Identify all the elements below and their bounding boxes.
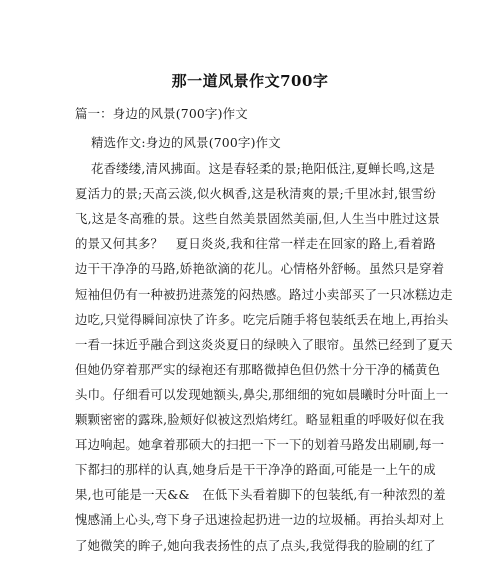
body-line: 边干干净净的马路,娇艳欲滴的花儿。心情格外舒畅。虽然只是穿着	[75, 261, 445, 277]
body-line: 颗颗密密的露珠,脸颊好似被这烈焰烤红。略显粗重的呼吸好似在我	[75, 412, 445, 427]
body-line: 果,也可能是一天&& 在低下头看着脚下的包装纸,有一种浓烈的羞	[75, 487, 446, 503]
body-line: 了她微笑的眸子,她向我表扬性的点了点头,我觉得我的脸刷的红了	[75, 537, 436, 553]
body-line: 一看一抹近乎融合到这炎炎夏日的绿映入了眼帘。虽然已经到了夏天	[75, 336, 453, 352]
body-line: 头巾。仔细看可以发现她额头,鼻尖,那细细的宛如晨曦时分叶面上一	[75, 386, 449, 402]
body-line: 短袖但仍有一种被扔进蒸笼的闷热感。路过小卖部买了一只冰糕边走	[75, 286, 453, 302]
body-line: 但她仍穿着那严实的绿袍还有那略微掉色但仍然十分干净的橘黄色	[75, 361, 441, 377]
body-line: 飞,这是冬高雅的景。这些自然美景固然美丽,但,人生当中胜过这景	[75, 211, 440, 227]
body-line: 愧感涌上心头,弯下身子迅速捡起扔进一边的垃圾桶。再抬头却对上	[75, 512, 445, 528]
subheading: 精选作文:身边的风景(700字)作文	[91, 135, 281, 150]
document-title: 那一道风景作文700字	[171, 72, 329, 90]
body-line: 边吃,只觉得瞬间凉快了许多。吃完后随手将包装纸丢在地上,再抬头	[75, 311, 449, 327]
body-line: 下都扫的那样的认真,她身后是干干净净的路面,可能是一上午的成	[75, 462, 436, 478]
body-line: 夏活力的景;天高云淡,似火枫香,这是秋清爽的景;千里冰封,银雪纷	[75, 186, 437, 202]
section-heading: 篇一：身边的风景(700字)作文	[75, 106, 248, 121]
body-line: 的景又何其多？ 夏日炎炎,我和往常一样走在回家的路上,看着路	[75, 236, 436, 252]
body-line: 花香缕缕,清风拂面。这是春轻柔的景;艳阳低注,夏蝉长鸣,这是	[91, 161, 436, 176]
body-line: 耳边响起。她拿着那硕大的扫把一下一下的划着马路发出刷刷,每一	[75, 437, 445, 453]
